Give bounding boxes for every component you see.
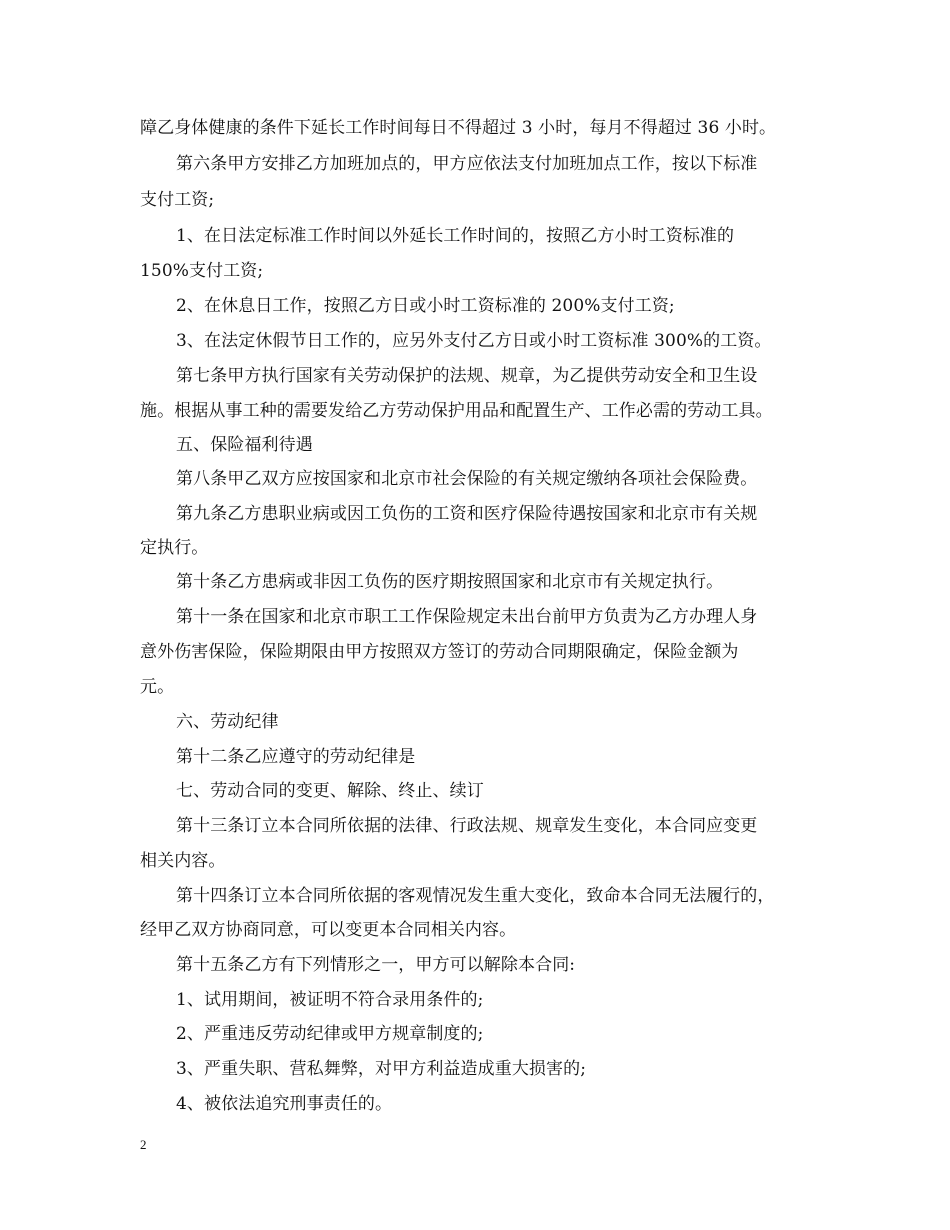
text-line: 第十二条乙应遵守的劳动纪律是 — [176, 747, 416, 767]
section-heading: 六、劳动纪律 — [176, 712, 279, 732]
text-line: 意外伤害保险，保险期限由甲方按照双方签订的劳动合同期限确定，保险金额为 — [140, 642, 739, 662]
section-heading: 七、劳动合同的变更、解除、终止、续订 — [176, 781, 484, 801]
text-line: 施。根据从事工种的需要发给乙方劳动保护用品和配置生产、工作必需的劳动工具。 — [140, 401, 773, 421]
text-line: 相关内容。 — [140, 851, 226, 871]
text-line: 第七条甲方执行国家有关劳动保护的法规、规章，为乙提供劳动安全和卫生设 — [176, 366, 758, 386]
text-line: 第十条乙方患病或非因工负伤的医疗期按照国家和北京市有关规定执行。 — [176, 572, 724, 592]
text-line: 障乙身体健康的条件下延长工作时间每日不得超过 3 小时，每月不得超过 36 小时。 — [140, 118, 777, 138]
text-line: 经甲乙双方协商同意，可以变更本合同相关内容。 — [140, 920, 517, 940]
text-line: 支付工资; — [140, 190, 215, 210]
text-line: 元。 — [140, 677, 175, 697]
list-item: 3、严重失职、营私舞弊，对甲方利益造成重大损害的; — [176, 1059, 587, 1079]
text-line: 第八条甲乙双方应按国家和北京市社会保险的有关规定缴纳各项社会保险费。 — [176, 469, 758, 489]
text-line: 150%支付工资; — [140, 261, 264, 281]
text-line: 第九条乙方患职业病或因工负伤的工资和医疗保险待遇按国家和北京市有关规 — [176, 504, 758, 524]
list-item: 1、试用期间，被证明不符合录用条件的; — [176, 990, 484, 1010]
text-line: 2、在休息日工作，按照乙方日或小时工资标准的 200%支付工资; — [176, 296, 675, 316]
text-line: 第十三条订立本合同所依据的法律、行政法规、规章发生变化，本合同应变更 — [176, 816, 758, 836]
text-line: 第六条甲方安排乙方加班加点的，甲方应依法支付加班加点工作，按以下标准 — [176, 154, 758, 174]
text-line: 第十五条乙方有下列情形之一，甲方可以解除本合同: — [176, 955, 576, 975]
text-line: 定执行。 — [140, 538, 209, 558]
list-item: 4、被依法追究刑事责任的。 — [176, 1094, 393, 1114]
page-number: 2 — [140, 1137, 147, 1152]
text-line: 第十一条在国家和北京市职工工作保险规定未出台前甲方负责为乙方办理人身 — [176, 607, 758, 627]
text-line: 第十四条订立本合同所依据的客观情况发生重大变化，致命本合同无法履行的， — [176, 886, 775, 906]
list-item: 2、严重违反劳动纪律或甲方规章制度的; — [176, 1024, 484, 1044]
section-heading: 五、保险福利待遇 — [176, 435, 313, 455]
text-line: 3、在法定休假节日工作的，应另外支付乙方日或小时工资标准 300%的工资。 — [176, 331, 772, 351]
text-line: 1、在日法定标准工作时间以外延长工作时间的，按照乙方小时工资标准的 — [176, 226, 735, 246]
